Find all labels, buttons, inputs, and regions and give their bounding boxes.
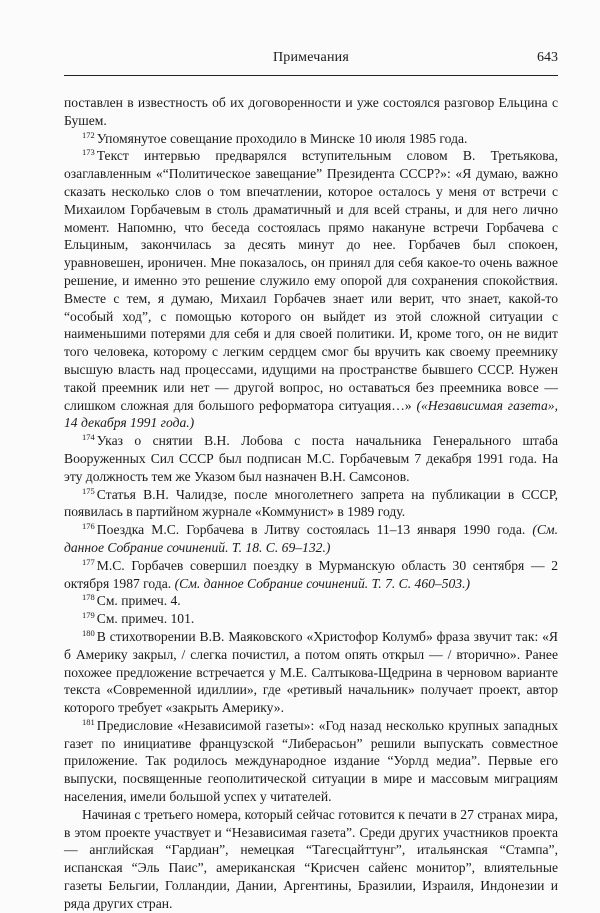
note-number: 181 (82, 716, 95, 727)
note-173 (64, 147, 558, 432)
note-text: В стихотворении В.В. Маяковского «Христофор Колумб» фраза звучит так: «Я б Америку закрыл, / слегка почистил, а потом опять открыл — / вторично». Ранее похожее предложение встречается у М.Е. Салтыкова-Щедрина в черновом варианте текста «Современной идиллии», где «ретивый начальник» получает проект, автор которого требует «закрыть Америку». (64, 628, 558, 716)
notes-body (64, 94, 558, 913)
note-text: Поездка М.С. Горбачева в Литву состоялась 11–13 января 1990 года. (96, 522, 526, 538)
note-text: Начиная с третьего номера, который сейчас готовится к печати в 27 странах мира, в этом проекте участвует и “Независимая газета”. Среди других участников проекта — английская “Гардиан”, немецкая “Тагесцайттунг”, итальянская “Стампа”, испанская “Эль Паис”, американская “Крисчен сайенс монитор”, влиятельные газеты Бельгии, Голландии, Дании, Аргентины, Бразилии, Израиля, Индонезии и ряда других стран. (64, 806, 558, 911)
note-181 (64, 717, 558, 806)
note-175 (64, 486, 558, 522)
note-text: поставлен в известность об их договоренности и уже состоялся разговор Ельцина с Бушем. (64, 95, 558, 128)
page-number: 643 (537, 50, 558, 65)
note-178 (64, 592, 558, 610)
note-180 (64, 628, 558, 717)
note-number: 179 (82, 610, 95, 621)
note-text: См. примеч. 4. (96, 593, 181, 609)
note-179 (64, 610, 558, 628)
note-text: Статья В.Н. Чалидзе, после многолетнего запрета на публикации в СССР, появилась в партийном журнале «Коммунист» в 1989 году. (64, 486, 558, 520)
note-number: 173 (82, 147, 95, 158)
note-number: 180 (82, 627, 95, 638)
note-text: Указ о снятии В.Н. Лобова с поста начальника Генерального штаба Вооруженных Сил СССР был подписан М.С. Горбачевым 7 декабря 1991 года. На эту должность тем же Указом был назначен В.Н. Самсонов. (64, 433, 558, 484)
note-number: 177 (82, 556, 95, 567)
note-number: 178 (82, 592, 95, 603)
running-header (64, 42, 558, 78)
note-continuation (64, 94, 558, 130)
note-number: 176 (82, 521, 95, 532)
note-text: М.С. Горбачев совершил поездку в Мурманскую область 30 сентября — 2 октября 1987 года. (64, 557, 558, 591)
note-citation: (См. данное Собрание сочинений. Т. 18. С. 69–132.) (64, 522, 558, 555)
note-number: 175 (82, 485, 95, 496)
note-172 (64, 130, 558, 148)
note-176 (64, 521, 558, 557)
note-citation: («Независимая газета», 14 декабря 1991 года.) (64, 397, 558, 431)
note-text: Предисловие «Независимой газеты»: «Год назад несколько крупных западных газет по инициативе французской “Либерасьон” решили выпускать совместное приложение. Так родилось международное издание “Уорлд медиа”. Первые его выпуски, посвященные геополитической ситуации в мире и массовым миграциям населения, имели большой успех у читателей. (64, 717, 558, 805)
note-text: Текст интервью предварялся вступительным словом В. Третьякова, озаглавленным «“Политическое завещание” Президента СССР?»: «Я думаю, важно сказать несколько слов о том впечатлении, которое осталось у меня от встречи с Михаилом Горбачевым в столь драматичный и для всей страны, и для него лично момент. Напомню, что беседа состоялась прямо накануне встречи Горбачева с Ельциным, закончилась за десять минут до нее. Горбачев был спокоен, уравновешен, ироничен. Мне показалось, он принял для себя какое-то очень важное решение, и именно это решение служило ему опорой для сохранения спокойствия. Вместе с тем, я думаю, Михаил Горбачев знает или верит, что знает, какой-то “особый ход”, с помощью которого он выйдет из этой сложной ситуации с наименьшими потерями для себя и для своей политики. И, кроме того, он не видит того человека, которому с легким сердцем смог бы вручить как своему преемнику высшую власть над процессами, идущими на пространстве бывшего СССР. Нужен такой преемник или нет — другой вопрос, но оставаться без преемника вовсе — слишком сложная для большого реформатора ситуация…» (64, 148, 558, 413)
note-174 (64, 432, 558, 485)
note-citation: (См. данное Собрание сочинений. Т. 7. С. 460–503.) (174, 575, 471, 591)
note-177 (64, 557, 558, 593)
note-text: См. примеч. 101. (96, 611, 195, 627)
section-title: Примечания (272, 50, 349, 65)
note-181-paragraph-2 (64, 806, 558, 913)
note-text: Упомянутое совещание проходило в Минске 10 июля 1985 года. (96, 130, 468, 146)
header-rule (64, 75, 558, 76)
note-number: 172 (82, 129, 95, 140)
note-number: 174 (82, 432, 95, 443)
